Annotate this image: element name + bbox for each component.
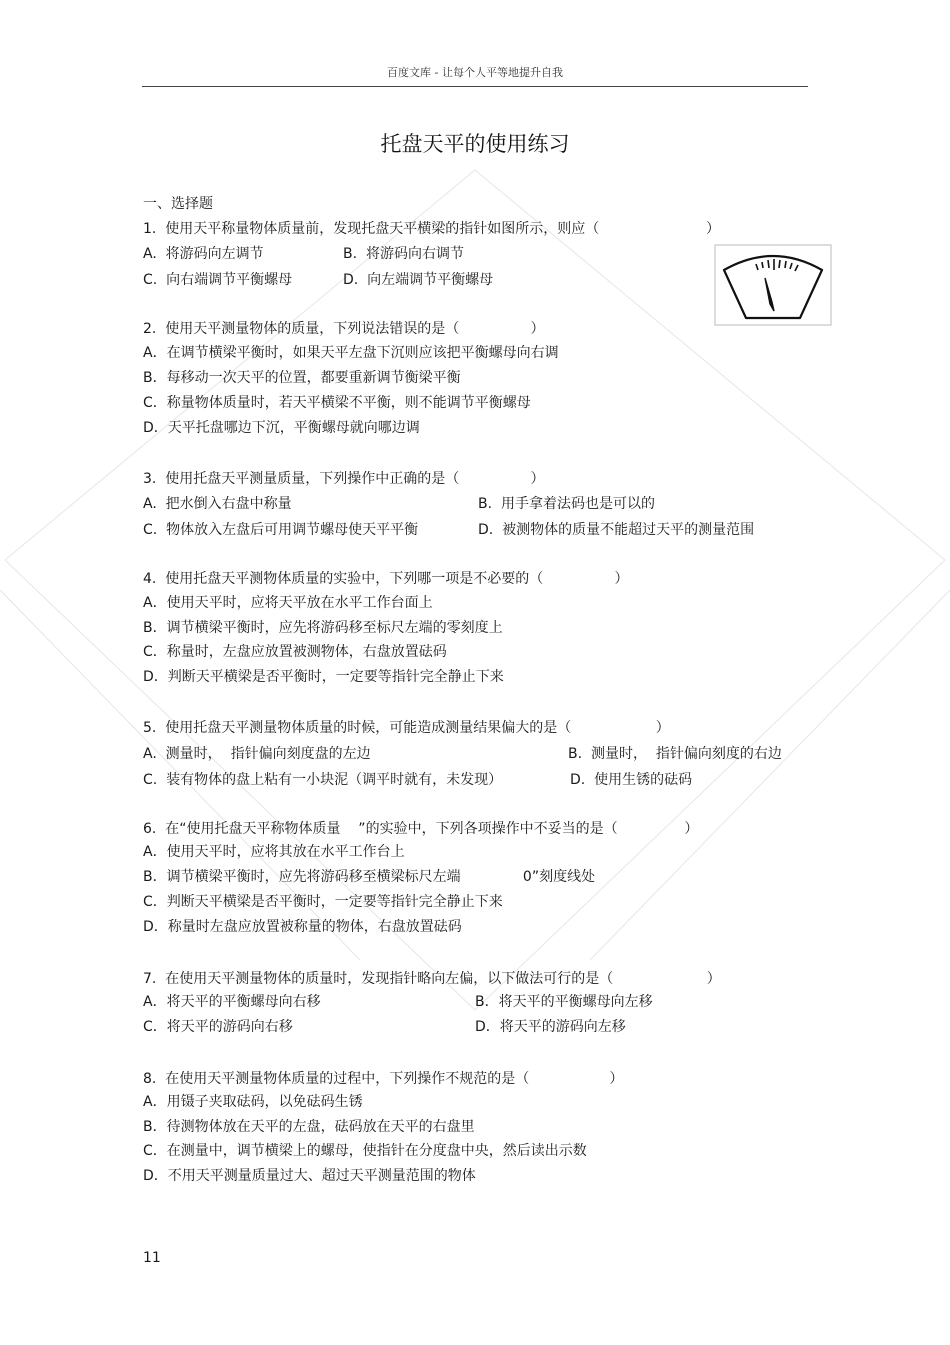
question-stem: 1. 使用天平称量物体质量前，发现托盘天平横梁的指针如图所示，则应（ ） <box>143 221 721 237</box>
option: D. 向左端调节平衡螺母 <box>343 272 494 288</box>
option: C．在测量中，调节横梁上的螺母，使指针在分度盘中央，然后读出示数 <box>143 1143 587 1159</box>
option: C．判断天平横梁是否平衡时，一定要等指针完全静止下来 <box>143 894 503 910</box>
question-stem: 4. 使用托盘天平测物体质量的实验中，下列哪一项是不必要的（ ） <box>143 571 629 587</box>
option: D．将天平的游码向左移 <box>475 1019 626 1035</box>
balance-dial-figure <box>714 244 832 326</box>
option: B．每移动一次天平的位置，都要重新调节衡梁平衡 <box>143 370 461 386</box>
option: A. 测量时， 指针偏向刻度盘的左边 <box>143 746 371 762</box>
option: B. 测量时， 指针偏向刻度的右边 <box>568 746 782 762</box>
option: A．在调节横梁平衡时，如果天平左盘下沉则应该把平衡螺母向右调 <box>143 345 559 361</box>
option: A. 将游码向左调节 <box>143 246 264 262</box>
option: C. 物体放入左盘后可用调节螺母使天平平衡 <box>143 522 419 538</box>
question-stem: 7. 在使用天平测量物体的质量时，发现指针略向左偏，以下做法可行的是（ ） <box>143 971 721 987</box>
option: C．称量时，左盘应放置被测物体，右盘放置砝码 <box>143 644 447 660</box>
option: C．将天平的游码向右移 <box>143 1019 293 1035</box>
option: B. 将游码向右调节 <box>343 246 464 262</box>
question-stem: 5. 使用托盘天平测量物体质量的时候，可能造成测量结果偏大的是（ ） <box>143 720 670 736</box>
option: A．将天平的平衡螺母向右移 <box>143 994 321 1010</box>
question-stem: 3. 使用托盘天平测量质量，下列操作中正确的是（ ） <box>143 471 545 487</box>
option: D. 使用生锈的砝码 <box>570 772 693 788</box>
page-number: 11 <box>143 1250 161 1266</box>
option: B．调节横梁平衡时，应先将游码移至标尺左端的零刻度上 <box>143 620 503 636</box>
option: D．天平托盘哪边下沉，平衡螺母就向哪边调 <box>143 420 420 436</box>
option: A．使用天平时，应将天平放在水平工作台面上 <box>143 595 433 611</box>
option: D．不用天平测量质量过大、超过天平测量范围的物体 <box>143 1168 476 1184</box>
option: C. 向右端调节平衡螺母 <box>143 272 293 288</box>
question-stem: 8. 在使用天平测量物体质量的过程中，下列操作不规范的是（ ） <box>143 1071 624 1087</box>
option: D. 被测物体的质量不能超过天平的测量范围 <box>478 522 755 538</box>
option: A. 把水倒入右盘中称量 <box>143 496 292 512</box>
question-stem: 6. 在“使用托盘天平称物体质量 ”的实验中，下列各项操作中不妥当的是（ ） <box>143 821 699 837</box>
page-title: 托盘天平的使用练习 <box>380 132 570 156</box>
option: D．称量时左盘应放置被称量的物体，右盘放置砝码 <box>143 919 462 935</box>
option: A．使用天平时，应将其放在水平工作台上 <box>143 844 405 860</box>
option: A．用镊子夹取砝码，以免砝码生锈 <box>143 1094 363 1110</box>
header-rule <box>142 86 808 87</box>
option: C．称量物体质量时，若天平横梁不平衡，则不能调节平衡螺母 <box>143 395 531 411</box>
option: B．将天平的平衡螺母向左移 <box>475 994 653 1010</box>
option: B．调节横梁平衡时，应先将游码移至横梁标尺左端 0”刻度线处 <box>143 869 596 885</box>
option: D．判断天平横梁是否平衡时，一定要等指针完全静止下来 <box>143 669 504 685</box>
question-stem: 2. 使用天平测量物体的质量，下列说法错误的是（ ） <box>143 321 545 337</box>
page-header: 百度文库 - 让每个人平等地提升自我 <box>387 66 563 79</box>
option: C. 装有物体的盘上粘有一小块泥（调平时就有，未发现） <box>143 772 503 788</box>
section-heading: 一、选择题 <box>143 196 213 212</box>
option: B. 用手拿着法码也是可以的 <box>478 496 655 512</box>
option: B．待测物体放在天平的左盘，砝码放在天平的右盘里 <box>143 1119 475 1135</box>
